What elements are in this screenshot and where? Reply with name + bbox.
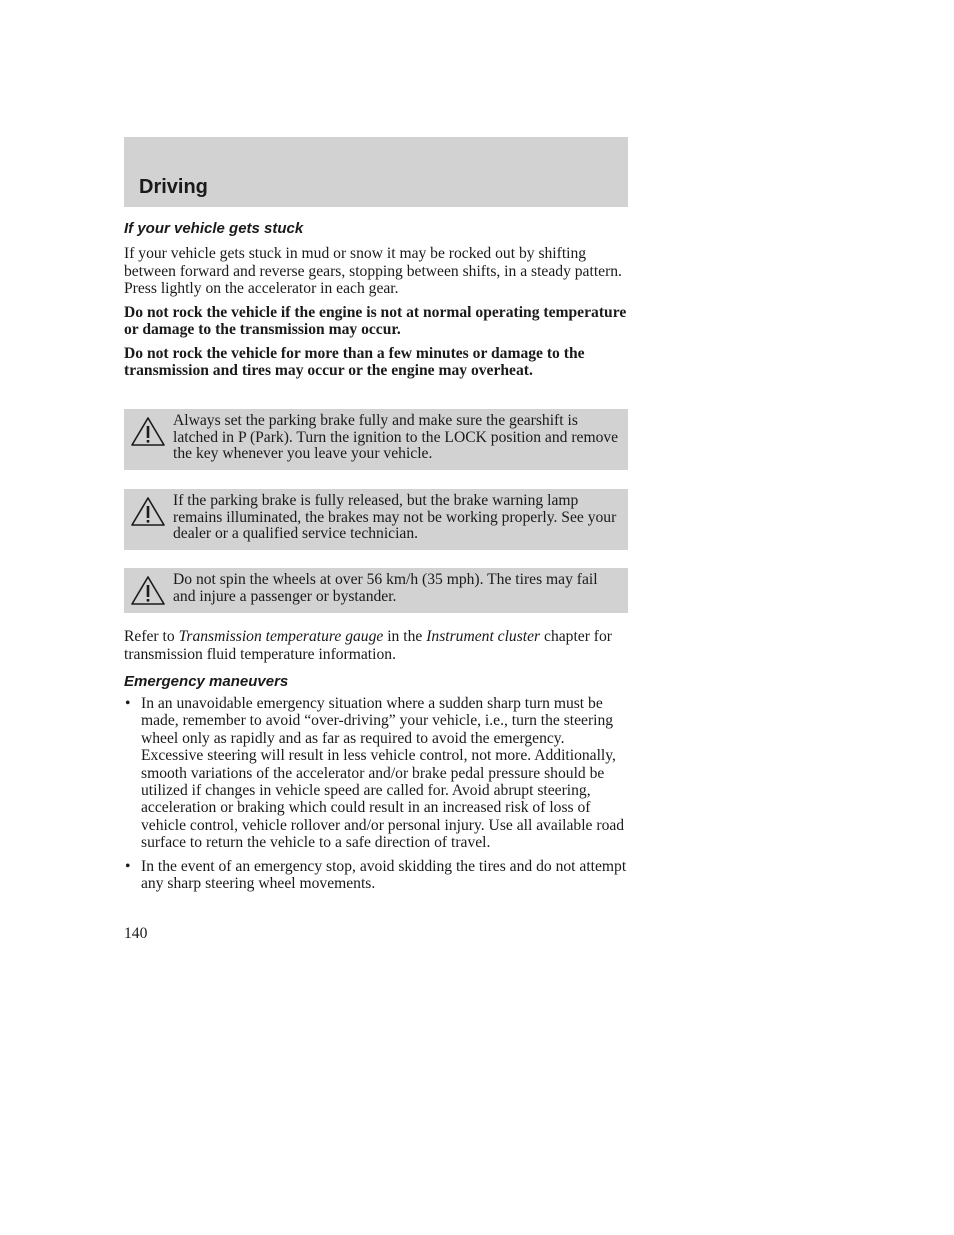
warning-box-wheel-spin — [124, 568, 628, 613]
warning-triangle-icon — [130, 496, 166, 528]
warning-text: If the parking brake is fully released, but the brake warning lamp remains illuminated, the brakes may not be working properly. See your dealer or a qualified service technician. — [173, 492, 617, 542]
stuck-paragraph: If your vehicle gets stuck in mud or snow it may be rocked out by shifting between forward and reverse gears, stopping between shifts, in a steady pattern. Press lightly on the accelerator in each gear. — [124, 245, 622, 297]
refer-link-transmission-gauge: Transmission temperature gauge — [178, 628, 384, 645]
section-title: Driving — [139, 176, 208, 198]
warning-text: Do not spin the wheels at over 56 km/h (35 mph). The tires may fail and injure a passenger or bystander. — [173, 571, 598, 605]
emergency-list — [124, 695, 628, 892]
list-item-text: In an unavoidable emergency situation where a sudden sharp turn must be made, remember to avoid “over-driving” your vehicle, i.e., turn the steering wheel only as rapidly and as far as required to avoid the emergency. Excessive steering will result in less vehicle control, not more. Additionally, smooth variations of the accelerator and/or brake pedal pressure should be utilized if changes in vehicle speed are called for. Avoid abrupt steering, acceleration or braking which could result in an increased risk of loss of vehicle control, vehicle rollover and/or personal injury. Use all available road surface to return the vehicle to a safe direction of travel. — [141, 695, 625, 852]
list-item — [124, 695, 628, 852]
section-header-band — [124, 137, 628, 207]
warning-box-parking — [124, 409, 628, 470]
stuck-warning-bold-1: Do not rock the vehicle if the engine is not at normal operating temperature or damage to the transmission may occur. — [124, 303, 627, 338]
refer-prefix: Refer to — [124, 628, 179, 645]
emergency-section — [124, 673, 628, 898]
warning-triangle-icon — [130, 416, 166, 448]
stuck-heading: If your vehicle gets stuck — [124, 220, 304, 237]
refer-paragraph — [124, 628, 628, 663]
page-number: 140 — [124, 925, 148, 942]
refer-link-instrument-cluster: Instrument cluster — [426, 628, 541, 645]
bullet: • — [125, 695, 131, 712]
stuck-warning-bold-2: Do not rock the vehicle for more than a few minutes or damage to the transmission and tires may occur or the engine may overheat. — [124, 344, 585, 379]
list-item-text: In the event of an emergency stop, avoid skidding the tires and do not attempt any sharp steering wheel movements. — [141, 857, 627, 893]
refer-middle: in the — [383, 628, 427, 645]
warning-box-brake-lamp — [124, 489, 628, 550]
warning-triangle-icon — [130, 575, 166, 607]
stuck-section — [124, 220, 628, 380]
list-item — [124, 858, 628, 893]
refer-suffix: chapter for transmission fluid temperature information. — [124, 628, 612, 663]
bullet: • — [125, 857, 131, 875]
warning-text: Always set the parking brake fully and make sure the gearshift is latched in P (Park). Turn the ignition to the LOCK position and remove the key whenever you leave your vehicle. — [173, 412, 619, 462]
emergency-heading: Emergency maneuvers — [124, 673, 289, 690]
